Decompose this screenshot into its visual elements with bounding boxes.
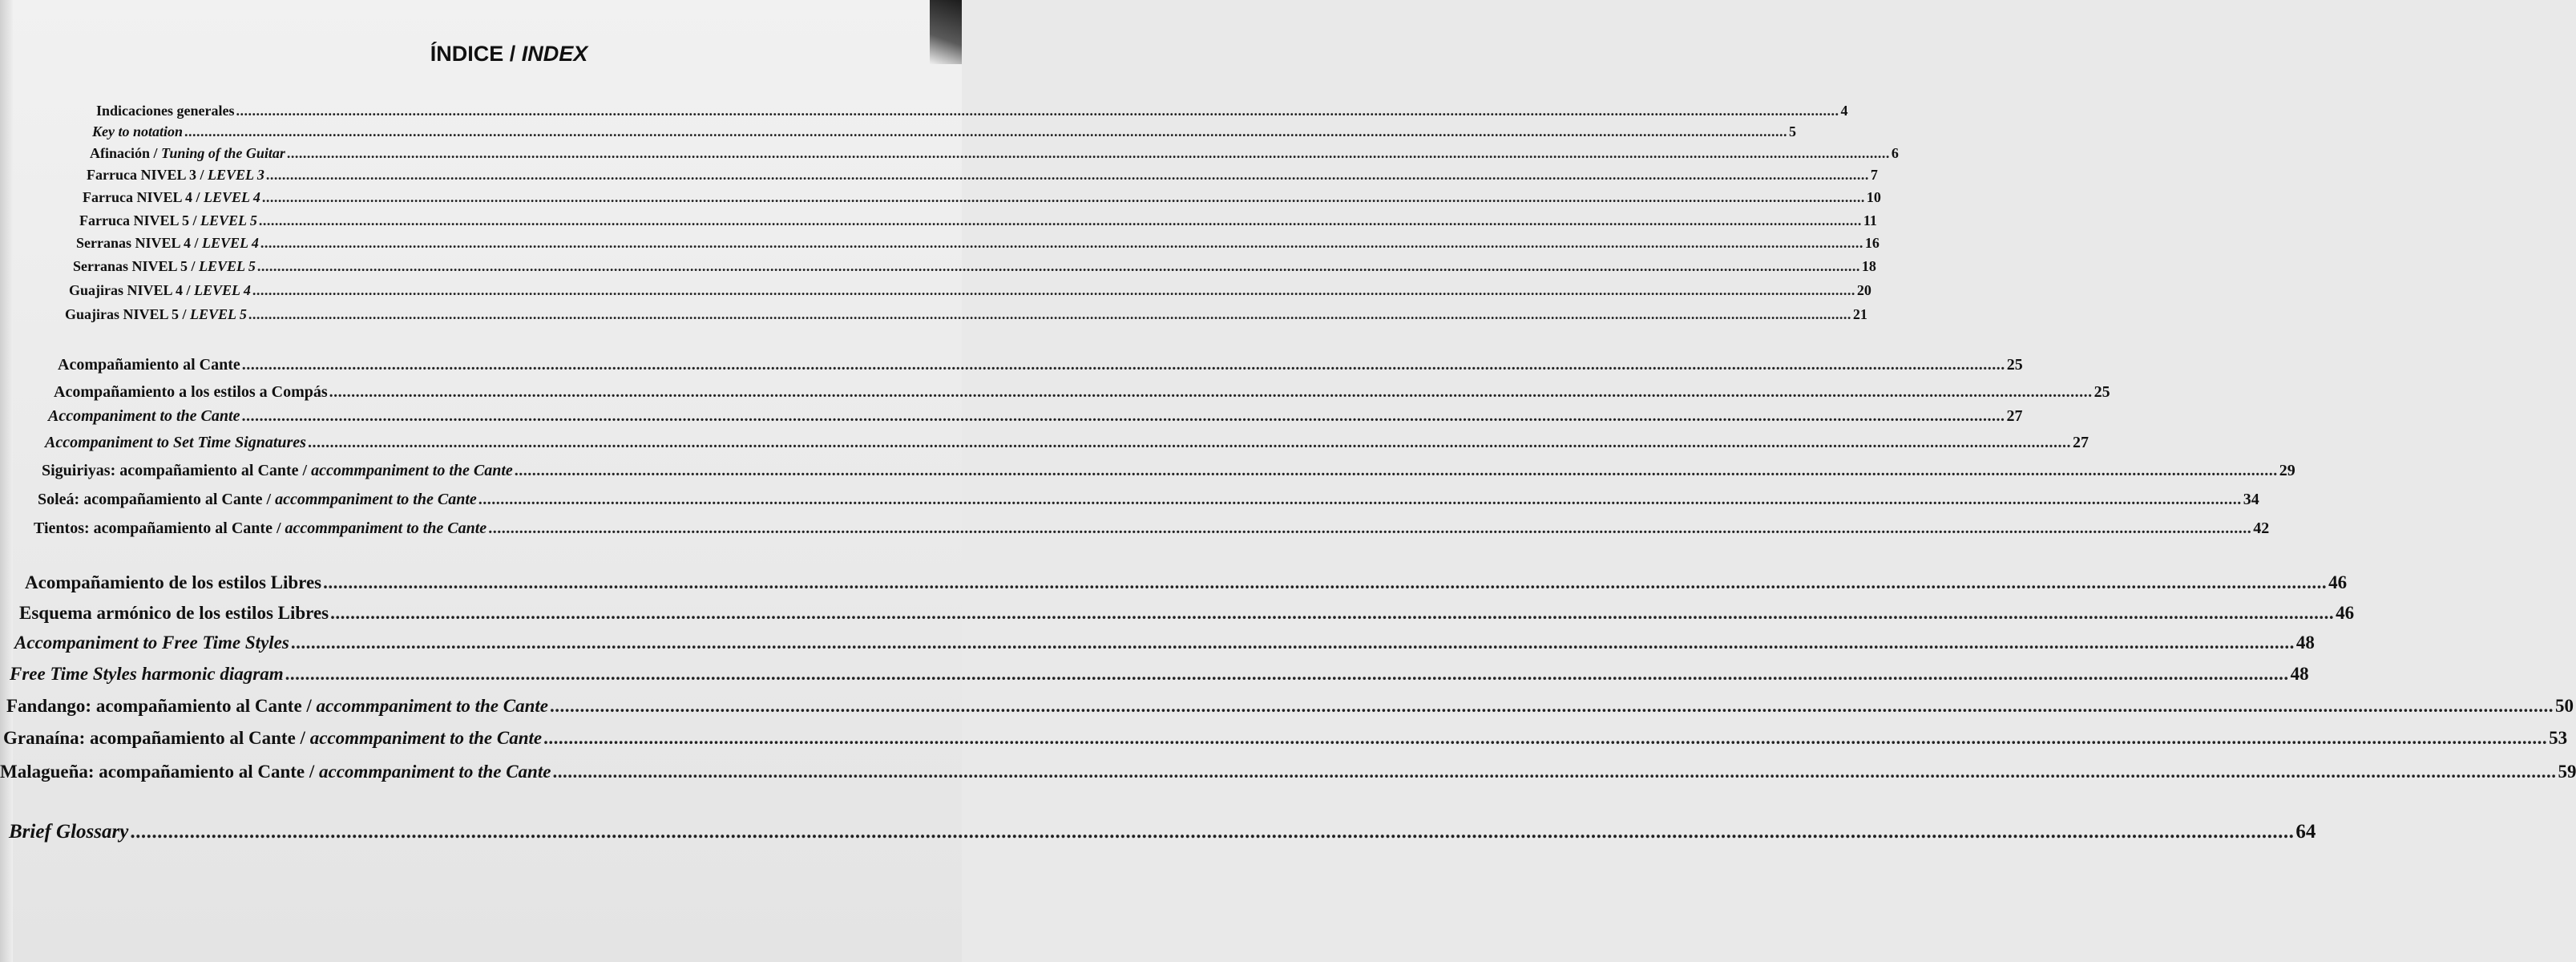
toc-entry [54,383,2110,402]
toc-entry [87,167,1878,184]
toc-entry-label-roman: Farruca NIVEL 4 / [83,189,204,205]
dot-leader: ................................................................................................................................................................................................................................................................................................................................................................................................................ [236,103,1839,119]
toc-entry [92,123,1797,140]
toc-entry-label [3,728,542,749]
dot-leader: ................................................................................................................................................................................................................................................................................................................................................................................................................ [488,519,2252,537]
dot-leader: ................................................................................................................................................................................................................................................................................................................................................................................................................ [258,212,1862,228]
toc-page-number: 64 [2295,821,2316,843]
toc-entry-label-italic: accommpaniment to the Cante [316,696,548,716]
toc-entry-label-roman: Granaína: acompañamiento al Cante / [3,728,310,748]
toc-entry-label-italic: Accompaniment to Free Time Styles [14,633,289,653]
toc-entry [19,603,2355,624]
toc-entry-label-italic: Accompaniment to Set Time Signatures [45,434,306,451]
toc-entry [76,235,1880,252]
dot-leader: ................................................................................................................................................................................................................................................................................................................................................................................................................ [252,282,1855,298]
dot-leader: ................................................................................................................................................................................................................................................................................................................................................................................................................ [286,145,1890,161]
toc-page-number: 18 [1861,258,1876,274]
toc-entry-label-roman: Farruca NIVEL 5 / [79,212,200,228]
dot-leader: ................................................................................................................................................................................................................................................................................................................................................................................................................ [261,189,1865,205]
toc-entry [58,356,2023,374]
toc-entry-label [92,123,183,140]
dot-leader: ................................................................................................................................................................................................................................................................................................................................................................................................................ [248,306,1851,322]
toc-entry-label [25,572,321,593]
toc-entry-label [6,696,548,717]
toc-entry-label [48,407,240,426]
toc-entry-label [90,145,285,162]
toc-entry [10,664,2309,685]
dot-leader: ................................................................................................................................................................................................................................................................................................................................................................................................................ [130,821,2295,843]
dot-leader: ................................................................................................................................................................................................................................................................................................................................................................................................................ [260,235,1863,251]
toc-page-number: 11 [1863,212,1877,228]
toc-entry [96,103,1848,119]
dot-leader: ................................................................................................................................................................................................................................................................................................................................................................................................................ [290,633,2295,653]
title-italic: INDEX [521,42,588,66]
page-title [0,42,1018,67]
dot-leader: ................................................................................................................................................................................................................................................................................................................................................................................................................ [543,728,2548,748]
toc-entry-label-italic: LEVEL 5 [199,258,256,274]
toc-entry [48,407,2023,426]
title-main: ÍNDICE / [430,42,522,66]
toc-entry-label-italic: LEVEL 4 [194,282,251,298]
toc-entry-label-roman: Serranas NIVEL 4 / [76,235,203,251]
toc-page-number: 46 [2328,572,2348,592]
toc-entry-label-roman: Esquema armónico de los estilos Libres [19,603,329,623]
toc-page-number: 29 [2279,462,2295,479]
toc-entry-label-roman: Malagueña: acompañamiento al Cante / [0,762,320,782]
toc-page-number: 42 [2253,519,2270,537]
toc-page-number: 48 [2290,664,2309,684]
dot-leader: ................................................................................................................................................................................................................................................................................................................................................................................................................ [514,462,2278,479]
toc-page-number: 27 [2072,434,2089,451]
toc-page-number: 53 [2549,728,2568,748]
dot-leader: ................................................................................................................................................................................................................................................................................................................................................................................................................ [184,123,1788,139]
toc-entry-label [42,462,513,480]
toc-page-number: 25 [2094,383,2110,401]
toc-entry [42,462,2295,480]
dot-leader: ................................................................................................................................................................................................................................................................................................................................................................................................................ [265,167,1869,183]
toc-entry-label [58,356,240,374]
toc-entry-label [76,235,259,252]
toc-entry-label-roman: Afinación / [90,145,162,161]
dot-leader: ................................................................................................................................................................................................................................................................................................................................................................................................................ [241,407,2005,425]
toc-entry-label-roman: Acompañamiento a los estilos a Compás [54,383,328,401]
toc-entry-label-roman: Acompañamiento de los estilos Libres [25,572,322,592]
toc-entry-label-italic: Tuning of the Guitar [161,145,285,161]
toc-page-number: 10 [1866,189,1881,205]
toc-page-number: 6 [1891,145,1899,161]
toc-page-number: 59 [2558,762,2576,782]
toc-entry-label-italic: accommpaniment to the Cante [311,462,513,479]
toc-page-number: 46 [2336,603,2355,623]
toc-entry-label [14,633,289,653]
dot-leader: ................................................................................................................................................................................................................................................................................................................................................................................................................ [241,356,2005,374]
toc-entry [79,212,1877,229]
toc-entry-label-italic: accommpaniment to the Cante [275,491,477,508]
toc-entry-label-roman: Guajiras NIVEL 4 / [69,282,195,298]
toc-entry [69,282,1871,299]
dot-leader: ................................................................................................................................................................................................................................................................................................................................................................................................................ [330,603,2335,623]
page-spine-shadow [0,0,13,962]
dot-leader: ................................................................................................................................................................................................................................................................................................................................................................................................................ [329,383,2093,401]
toc-entry-label-italic: LEVEL 3 [208,167,264,183]
toc-entry [3,728,2568,749]
toc-entry-label [83,189,260,206]
toc-page-number: 7 [1870,167,1878,183]
toc-entry [73,258,1876,275]
toc-entry-label-italic: LEVEL 4 [202,235,259,251]
toc-entry-label-italic: accommpaniment to the Cante [309,728,543,748]
toc-entry-label-italic: LEVEL 4 [204,189,260,205]
dot-leader: ................................................................................................................................................................................................................................................................................................................................................................................................................ [256,258,1860,274]
toc-page-number: 27 [2006,407,2023,425]
dot-leader: ................................................................................................................................................................................................................................................................................................................................................................................................................ [285,664,2289,684]
toc-entry-label-roman: Farruca NIVEL 3 / [87,167,208,183]
toc-entry-label-roman: Fandango: acompañamiento al Cante / [6,696,317,716]
dot-leader: ................................................................................................................................................................................................................................................................................................................................................................................................................ [552,762,2557,782]
toc-page-number: 50 [2554,696,2574,716]
toc-entry-label-roman: Indicaciones generales [96,103,235,119]
toc-entry-label-italic: LEVEL 5 [190,306,247,322]
toc-entry-label [79,212,257,229]
toc-entry-label [19,603,329,624]
toc-entry-label-italic: Free Time Styles harmonic diagram [10,664,284,684]
dot-leader: ................................................................................................................................................................................................................................................................................................................................................................................................................ [323,572,2328,592]
toc-entry-label-roman: Serranas NIVEL 5 / [73,258,200,274]
toc-entry [34,519,2270,538]
toc-entry [45,434,2089,452]
toc-entry-label [9,821,128,843]
toc-entry-label [96,103,235,119]
toc-entry [0,762,2576,782]
toc-page-number: 48 [2295,633,2315,653]
toc-entry-label [65,306,247,323]
toc-entry [25,572,2348,593]
toc-entry-label-italic: LEVEL 5 [200,212,257,228]
toc-entry [6,696,2574,717]
toc-page-number: 21 [1852,306,1867,322]
toc-page-number: 4 [1840,103,1848,119]
toc-entry-label [45,434,306,452]
toc-entry-label-roman: Tientos: acompañamiento al Cante / [34,519,285,537]
toc-entry-label [38,491,477,509]
toc-entry-label [10,664,284,685]
toc-entry-label [87,167,264,184]
toc-entry-label-roman: Siguiriyas: acompañamiento al Cante / [42,462,312,479]
toc-page-number: 5 [1789,123,1797,139]
toc-entry-label [0,762,551,782]
toc-entry [9,821,2316,843]
toc-entry [38,491,2259,509]
toc-entry-label-italic: accommpaniment to the Cante [319,762,551,782]
toc-entry-label-italic: accommpaniment to the Cante [285,519,487,537]
toc-entry-label-italic: Brief Glossary [9,821,129,843]
toc-entry-label-roman: Acompañamiento al Cante [58,356,240,374]
dot-leader: ................................................................................................................................................................................................................................................................................................................................................................................................................ [549,696,2554,716]
toc-page-number: 16 [1864,235,1880,251]
toc-entry [14,633,2315,653]
toc-page-number: 34 [2243,491,2259,508]
toc-entry [83,189,1881,206]
dot-leader: ................................................................................................................................................................................................................................................................................................................................................................................................................ [478,491,2242,508]
toc-entry [90,145,1899,162]
toc-entry-label-roman: Soleá: acompañamiento al Cante / [38,491,276,508]
toc-entry-label [69,282,251,299]
toc-page-number: 20 [1856,282,1871,298]
toc-entry [65,306,1867,323]
toc-entry-label [54,383,328,402]
toc-entry-label [34,519,487,538]
toc-entry-label-italic: Accompaniment to the Cante [48,407,240,425]
toc-entry-label-italic: Key to notation [92,123,184,139]
dot-leader: ................................................................................................................................................................................................................................................................................................................................................................................................................ [307,434,2071,451]
toc-entry-label [73,258,256,275]
toc-entry-label-roman: Guajiras NIVEL 5 / [65,306,191,322]
toc-page-number: 25 [2006,356,2023,374]
